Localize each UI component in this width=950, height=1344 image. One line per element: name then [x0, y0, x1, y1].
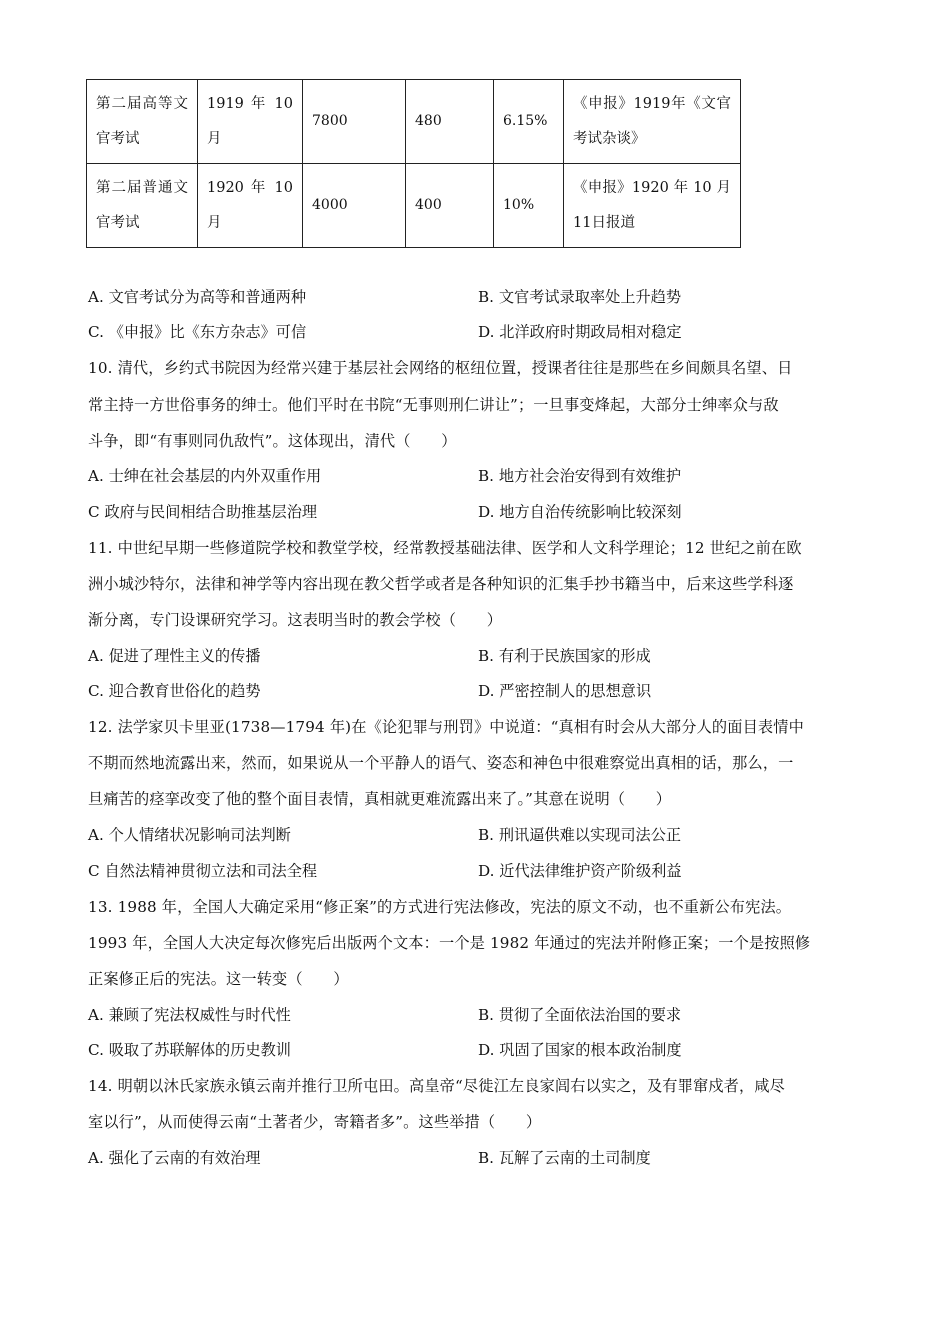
q12-stem-line: 不期而然地流露出来，然而，如果说从一个平静人的语气、姿态和神色中很难察觉出真相的话，那么，一 — [88, 754, 794, 772]
rate-cell: 10% — [494, 164, 564, 248]
q12-option-a: A. 个人情绪状况影响司法判断 — [88, 826, 291, 844]
table-row — [87, 80, 741, 164]
q11-option-b: B. 有利于民族国家的形成 — [478, 647, 651, 665]
table-row — [87, 164, 741, 248]
q10-option-b: B. 地方社会治安得到有效维护 — [478, 467, 682, 485]
admitted-cell: 480 — [406, 80, 494, 164]
q12-stem-line: 旦痛苦的痉挛改变了他的整个面目表情，真相就更难流露出来了。”其意在说明（ ） — [88, 790, 672, 808]
admitted-cell: 400 — [406, 164, 494, 248]
q11-stem-line: 渐分离，专门设课研究学习。这表明当时的教会学校（ ） — [88, 611, 503, 629]
q13-stem-line: 正案修正后的宪法。这一转变（ ） — [88, 970, 349, 988]
q11-option-d: D. 严密控制人的思想意识 — [478, 682, 652, 700]
q10-option-c: C 政府与民间相结合助推基层治理 — [88, 503, 318, 521]
applicants-cell: 4000 — [303, 164, 406, 248]
source-cell: 《申报》1919年《文官考试杂谈》 — [564, 80, 741, 164]
rate-cell: 6.15% — [494, 80, 564, 164]
q11-stem-line: 11. 中世纪早期一些修道院学校和教堂学校，经常教授基础法律、医学和人文科学理论；12 世纪之前在欧 — [88, 539, 802, 557]
q9-option-b: B. 文官考试录取率处上升趋势 — [478, 288, 682, 306]
q14-option-a: A. 强化了云南的有效治理 — [88, 1149, 261, 1167]
q13-stem-line: 13. 1988 年，全国人大确定采用“修正案”的方式进行宪法修改，宪法的原文不动，也不重新公布宪法。 — [88, 898, 792, 916]
q11-option-c: C. 迎合教育世俗化的趋势 — [88, 682, 261, 700]
exam-name-cell: 第二届普通文官考试 — [87, 164, 198, 248]
exam-date-cell: 1919 年 10 月 — [198, 80, 303, 164]
q10-option-d: D. 地方自治传统影响比较深刻 — [478, 503, 682, 521]
q13-option-d: D. 巩固了国家的根本政治制度 — [478, 1041, 682, 1059]
q13-option-b: B. 贯彻了全面依法治国的要求 — [478, 1006, 682, 1024]
q14-stem-line: 室以行”，从而使得云南“土著者少，寄籍者多”。这些举措（ ） — [88, 1113, 542, 1131]
q12-stem-line: 12. 法学家贝卡里亚(1738—1794 年)在《论犯罪与刑罚》中说道：“真相有时会从大部分人的面目表情中 — [88, 718, 804, 736]
q9-option-d: D. 北洋政府时期政局相对稳定 — [478, 323, 682, 341]
q11-option-a: A. 促进了理性主义的传播 — [88, 647, 261, 665]
civil-exam-table — [86, 79, 741, 248]
q9-option-c: C. 《申报》比《东方杂志》可信 — [88, 323, 307, 341]
q13-stem-line: 1993 年，全国人大决定每次修宪后出版两个文本：一个是 1982 年通过的宪法并附修正案；一个是按照修 — [88, 934, 811, 952]
q11-stem-line: 洲小城沙特尔，法律和神学等内容出现在教父哲学或者是各种知识的汇集手抄书籍当中，后来这些学科逐 — [88, 575, 794, 593]
q10-stem-line: 斗争，即“有事则同仇敌忾”。这体现出，清代（ ） — [88, 432, 457, 450]
q14-option-b: B. 瓦解了云南的土司制度 — [478, 1149, 651, 1167]
source-cell: 《申报》1920 年 10 月11日报道 — [564, 164, 741, 248]
q12-option-c: C 自然法精神贯彻立法和司法全程 — [88, 862, 318, 880]
q12-option-d: D. 近代法律维护资产阶级利益 — [478, 862, 682, 880]
q10-stem-line: 常主持一方世俗事务的绅士。他们平时在书院“无事则刑仁讲让”；一旦事变烽起，大部分士绅率众与敌 — [88, 396, 779, 414]
q13-option-a: A. 兼顾了宪法权威性与时代性 — [88, 1006, 291, 1024]
q10-option-a: A. 士绅在社会基层的内外双重作用 — [88, 467, 322, 485]
exam-date-cell: 1920 年 10 月 — [198, 164, 303, 248]
q9-option-a: A. 文官考试分为高等和普通两种 — [88, 288, 307, 306]
applicants-cell: 7800 — [303, 80, 406, 164]
exam-name-cell: 第二届高等文官考试 — [87, 80, 198, 164]
q12-option-b: B. 刑讯逼供难以实现司法公正 — [478, 826, 682, 844]
q10-stem-line: 10. 清代，乡约式书院因为经常兴建于基层社会网络的枢纽位置，授课者往往是那些在乡间颇具名望、日 — [88, 359, 793, 377]
q14-stem-line: 14. 明朝以沐氏家族永镇云南并推行卫所屯田。高皇帝“尽徙江左良家闾右以实之，及有罪窜戍者，咸尽 — [88, 1077, 786, 1095]
q13-option-c: C. 吸取了苏联解体的历史教训 — [88, 1041, 291, 1059]
